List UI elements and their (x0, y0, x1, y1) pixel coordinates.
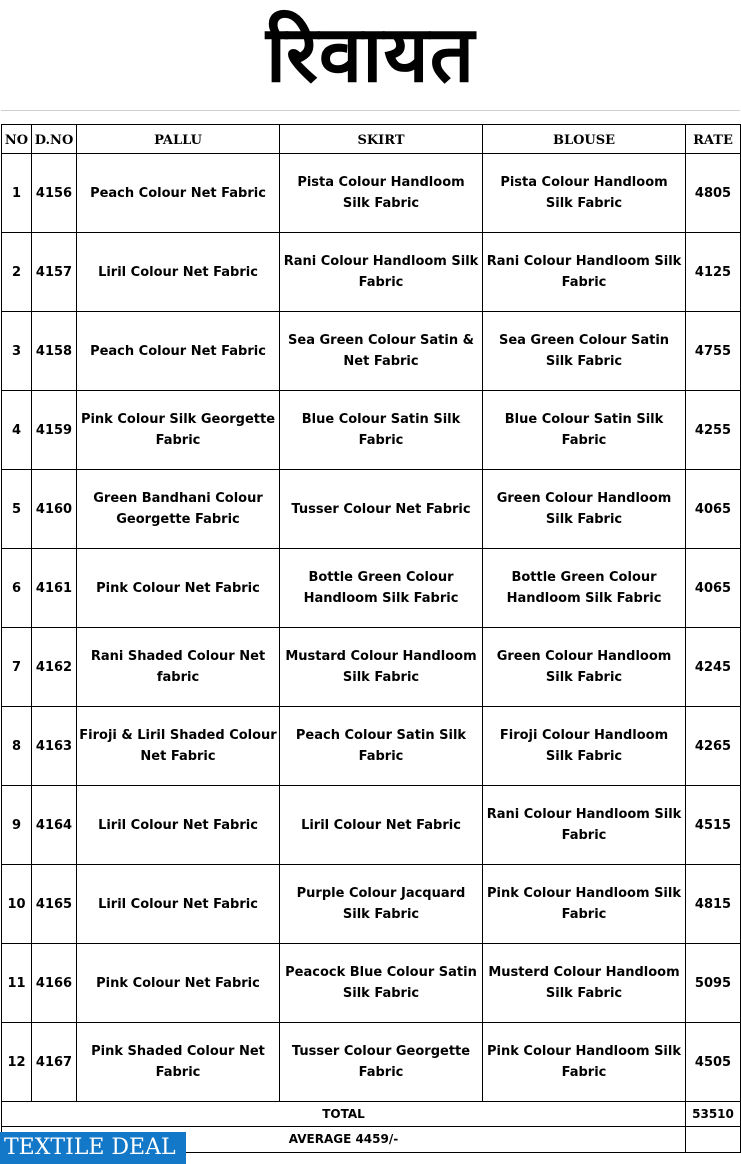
cell-pallu: Liril Colour Net Fabric (77, 786, 280, 865)
cell-no: 1 (2, 154, 32, 233)
cell-skirt: Purple Colour Jacquard Silk Fabric (280, 865, 483, 944)
cell-rate: 4065 (686, 549, 741, 628)
cell-dno: 4165 (32, 865, 77, 944)
cell-skirt: Peacock Blue Colour Satin Silk Fabric (280, 944, 483, 1023)
cell-rate: 4805 (686, 154, 741, 233)
cell-blouse: Green Colour Handloom Silk Fabric (483, 470, 686, 549)
table-row (2, 628, 741, 707)
watermark-badge: TEXTILE DEAL (0, 1132, 186, 1164)
cell-blouse: Pista Colour Handloom Silk Fabric (483, 154, 686, 233)
cell-dno: 4158 (32, 312, 77, 391)
cell-no: 7 (2, 628, 32, 707)
cell-pallu: Pink Colour Silk Georgette Fabric (77, 391, 280, 470)
cell-blouse: Rani Colour Handloom Silk Fabric (483, 786, 686, 865)
cell-skirt: Peach Colour Satin Silk Fabric (280, 707, 483, 786)
header-no: NO (2, 125, 32, 154)
cell-rate: 5095 (686, 944, 741, 1023)
cell-dno: 4156 (32, 154, 77, 233)
cell-skirt: Rani Colour Handloom Silk Fabric (280, 233, 483, 312)
cell-blouse: Firoji Colour Handloom Silk Fabric (483, 707, 686, 786)
cell-rate: 4815 (686, 865, 741, 944)
cell-blouse: Pink Colour Handloom Silk Fabric (483, 1023, 686, 1102)
cell-no: 11 (2, 944, 32, 1023)
cell-dno: 4157 (32, 233, 77, 312)
cell-pallu: Pink Shaded Colour Net Fabric (77, 1023, 280, 1102)
table-row (2, 391, 741, 470)
cell-pallu: Pink Colour Net Fabric (77, 549, 280, 628)
cell-no: 10 (2, 865, 32, 944)
cell-rate: 4065 (686, 470, 741, 549)
total-row (2, 1102, 741, 1127)
catalog-table (1, 124, 741, 1153)
cell-no: 2 (2, 233, 32, 312)
table-row (2, 1023, 741, 1102)
cell-no: 3 (2, 312, 32, 391)
cell-pallu: Peach Colour Net Fabric (77, 312, 280, 391)
cell-rate: 4505 (686, 1023, 741, 1102)
header-dno: D.NO (32, 125, 77, 154)
table-row (2, 549, 741, 628)
cell-dno: 4166 (32, 944, 77, 1023)
cell-no: 12 (2, 1023, 32, 1102)
cell-no: 8 (2, 707, 32, 786)
cell-skirt: Bottle Green Colour Handloom Silk Fabric (280, 549, 483, 628)
cell-blouse: Rani Colour Handloom Silk Fabric (483, 233, 686, 312)
catalog-title: रिवायत (265, 10, 476, 100)
cell-skirt: Tusser Colour Net Fabric (280, 470, 483, 549)
cell-dno: 4160 (32, 470, 77, 549)
cell-pallu: Rani Shaded Colour Net fabric (77, 628, 280, 707)
cell-no: 5 (2, 470, 32, 549)
table-row (2, 786, 741, 865)
cell-dno: 4162 (32, 628, 77, 707)
cell-blouse: Pink Colour Handloom Silk Fabric (483, 865, 686, 944)
cell-dno: 4164 (32, 786, 77, 865)
cell-blouse: Sea Green Colour Satin Silk Fabric (483, 312, 686, 391)
cell-skirt: Pista Colour Handloom Silk Fabric (280, 154, 483, 233)
cell-blouse: Bottle Green Colour Handloom Silk Fabric (483, 549, 686, 628)
cell-rate: 4515 (686, 786, 741, 865)
table-row (2, 312, 741, 391)
cell-pallu: Liril Colour Net Fabric (77, 865, 280, 944)
cell-rate: 4245 (686, 628, 741, 707)
cell-pallu: Firoji & Liril Shaded Colour Net Fabric (77, 707, 280, 786)
cell-pallu: Pink Colour Net Fabric (77, 944, 280, 1023)
cell-no: 4 (2, 391, 32, 470)
header-blouse: BLOUSE (483, 125, 686, 154)
cell-pallu: Peach Colour Net Fabric (77, 154, 280, 233)
cell-pallu: Liril Colour Net Fabric (77, 233, 280, 312)
cell-skirt: Sea Green Colour Satin & Net Fabric (280, 312, 483, 391)
title-box (1, 0, 740, 111)
cell-dno: 4167 (32, 1023, 77, 1102)
cell-dno: 4163 (32, 707, 77, 786)
average-empty-cell (686, 1127, 741, 1153)
header-rate: RATE (686, 125, 741, 154)
cell-blouse: Musterd Colour Handloom Silk Fabric (483, 944, 686, 1023)
cell-pallu: Green Bandhani Colour Georgette Fabric (77, 470, 280, 549)
cell-dno: 4159 (32, 391, 77, 470)
total-value: 53510 (686, 1102, 741, 1127)
header-row (2, 125, 741, 154)
table-row (2, 944, 741, 1023)
cell-no: 9 (2, 786, 32, 865)
cell-rate: 4755 (686, 312, 741, 391)
table-row (2, 470, 741, 549)
cell-skirt: Liril Colour Net Fabric (280, 786, 483, 865)
cell-rate: 4125 (686, 233, 741, 312)
table-row (2, 865, 741, 944)
cell-dno: 4161 (32, 549, 77, 628)
table-row (2, 707, 741, 786)
header-pallu: PALLU (77, 125, 280, 154)
cell-skirt: Tusser Colour Georgette Fabric (280, 1023, 483, 1102)
average-label: AVERAGE 4459/- (2, 1127, 686, 1153)
table-row (2, 154, 741, 233)
cell-rate: 4255 (686, 391, 741, 470)
cell-blouse: Blue Colour Satin Silk Fabric (483, 391, 686, 470)
cell-skirt: Mustard Colour Handloom Silk Fabric (280, 628, 483, 707)
table-row (2, 233, 741, 312)
cell-skirt: Blue Colour Satin Silk Fabric (280, 391, 483, 470)
cell-blouse: Green Colour Handloom Silk Fabric (483, 628, 686, 707)
total-label: TOTAL (2, 1102, 686, 1127)
cell-no: 6 (2, 549, 32, 628)
cell-rate: 4265 (686, 707, 741, 786)
header-skirt: SKIRT (280, 125, 483, 154)
